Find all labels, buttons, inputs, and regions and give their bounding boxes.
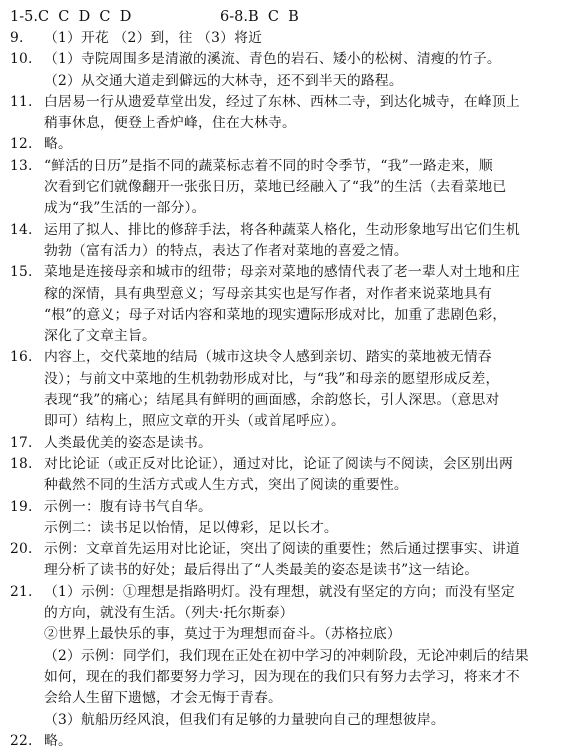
answer-text xyxy=(44,433,561,454)
answer-text xyxy=(44,28,561,49)
question-number: 10. xyxy=(10,51,33,68)
answer-text xyxy=(44,582,561,731)
answer-line: 勃勃（富有活力）的特点，表达了作者对菜地的喜爱之情。 xyxy=(44,242,408,259)
answer-item xyxy=(10,582,561,731)
answer-line: 成为“我”生活的一部分）。 xyxy=(44,200,206,217)
answer-line: （2）示例：同学们，我们现在正处在初中学习的冲刺阶段，无论冲刺后的结果 xyxy=(44,647,529,664)
answer-line: 稼的深情，具有典型意义；写母亲其实也是写作者，对作者来说菜地具有 xyxy=(44,285,492,302)
answer-text xyxy=(44,92,561,135)
answer-line: 会给人生留下遗憾，才会无悔于青春。 xyxy=(44,690,282,707)
answer-text xyxy=(44,262,561,347)
question-number: 20. xyxy=(10,541,33,558)
answer-line: “根”的意义；母子对话内容和菜地的现实遭际形成对比，加重了悲剧色彩， xyxy=(44,306,507,323)
answer-text xyxy=(44,49,561,92)
answer-line: （1）寺院周围多是清澈的溪流、青色的岩石、矮小的松树、清瘦的竹子。 xyxy=(44,51,501,68)
answer-text xyxy=(44,497,561,540)
answer-item xyxy=(10,497,561,540)
answer-text xyxy=(44,539,561,582)
answer-line: 菜地是连接母亲和城市的纽带；母亲对菜地的感情代表了老一辈人对土地和庄 xyxy=(44,264,520,281)
question-number: 21. xyxy=(10,583,33,600)
question-number: 12. xyxy=(10,136,33,153)
answer-item xyxy=(10,28,561,49)
answer-list xyxy=(10,28,561,752)
answer-line: 略。 xyxy=(44,732,72,749)
answer-text xyxy=(44,347,561,432)
answer-item xyxy=(10,220,561,263)
question-number: 18. xyxy=(10,455,33,472)
answer-line: 表现“我”的痛心；结尾具有鲜明的画面感，余韵悠长，引人深思。（意思对 xyxy=(44,392,500,409)
question-number: 9. xyxy=(10,30,24,46)
choice-answers-1-5: 1-5.C C D C D xyxy=(10,9,132,25)
answer-line: （1）开花 （2）到，往 （3）将近 xyxy=(44,30,263,46)
answer-line: 运用了拟人、排比的修辞手法，将各种蔬菜人格化，生动形象地写出它们生机 xyxy=(44,221,520,238)
answer-item xyxy=(10,433,561,454)
answer-line: 示例一：腹有诗书气自华。 xyxy=(44,498,212,515)
answer-item xyxy=(10,134,561,155)
answer-line: 深化了文章主旨。 xyxy=(44,328,156,345)
question-number: 15. xyxy=(10,264,33,281)
answer-item xyxy=(10,49,561,92)
answer-text xyxy=(44,156,561,220)
question-number: 22. xyxy=(10,732,33,749)
answer-line: 种截然不同的生活方式或人生方式，突出了阅读的重要性。 xyxy=(44,477,408,494)
answer-line: 稍事休息，便登上香炉峰，住在大林寺。 xyxy=(44,115,296,132)
answer-text xyxy=(44,220,561,263)
answer-line: 即可）结构上，照应文章的开头（或首尾呼应）。 xyxy=(44,413,346,430)
answer-text xyxy=(44,134,561,155)
answer-line: （1）示例：①理想是指路明灯。没有理想，就没有坚定的方向；而没有坚定 xyxy=(44,583,515,600)
answer-item xyxy=(10,92,561,135)
answer-line: 次看到它们就像翻开一张张日历，菜地已经融入了“我”的生活（去看菜地已 xyxy=(44,179,507,196)
answer-line: 白居易一行从遗爱草堂出发，经过了东林、西林二寺，到达化城寺，在峰顶上 xyxy=(44,93,520,110)
answer-line: 理分析了读书的好处；最后得出了“人类最美的姿态是读书”这一结论。 xyxy=(44,562,479,579)
answer-line: 的方向，就没有生活。（列夫·托尔斯泰） xyxy=(44,605,294,622)
answer-line: 示例二：读书足以怡情，足以傅彩，足以长才。 xyxy=(44,519,338,536)
answer-line: 如何，现在的我们都要努力学习，因为现在的我们只有努力去学习，将来才不 xyxy=(44,668,520,685)
question-number: 13. xyxy=(10,157,33,174)
answer-text xyxy=(44,454,561,497)
answer-item xyxy=(10,454,561,497)
answer-item xyxy=(10,156,561,220)
answer-line: （3）航船历经风浪，但我们有足够的力量驶向自己的理想彼岸。 xyxy=(44,711,445,728)
answer-item xyxy=(10,262,561,347)
answer-item xyxy=(10,539,561,582)
choice-answers-row xyxy=(10,6,561,28)
question-number: 19. xyxy=(10,498,33,515)
answer-item xyxy=(10,347,561,432)
answer-item xyxy=(10,731,561,752)
question-number: 16. xyxy=(10,349,33,366)
answer-line: 没）；与前文中菜地的生机勃勃形成对比，与“我”和母亲的愿望形成反差， xyxy=(44,370,500,387)
answer-line: “鲜活的日历”是指不同的蔬菜标志着不同的时令季节，“我”一路走来，顺 xyxy=(44,157,493,174)
answer-line: ②世界上最快乐的事，莫过于为理想而奋斗。（苏格拉底） xyxy=(44,626,402,643)
answer-line: 对比论证（或正反对比论证），通过对比，论证了阅读与不阅读，会区别出两 xyxy=(44,455,513,472)
answer-line: （2）从交通大道走到僻远的大林寺，还不到半天的路程。 xyxy=(44,72,403,89)
answer-text xyxy=(44,731,561,752)
answer-line: 人类最优美的姿态是读书。 xyxy=(44,434,212,451)
question-number: 14. xyxy=(10,221,33,238)
question-number: 17. xyxy=(10,434,33,451)
choice-answers-6-8: 6-8.B C B xyxy=(220,9,299,25)
question-number: 11. xyxy=(10,93,33,110)
answer-line: 内容上，交代菜地的结局（城市这块令人感到亲切、踏实的菜地被无情吞 xyxy=(44,349,492,366)
answer-line: 示例：文章首先运用对比论证，突出了阅读的重要性；然后通过摆事实、讲道 xyxy=(44,541,520,558)
answer-line: 略。 xyxy=(44,136,72,153)
